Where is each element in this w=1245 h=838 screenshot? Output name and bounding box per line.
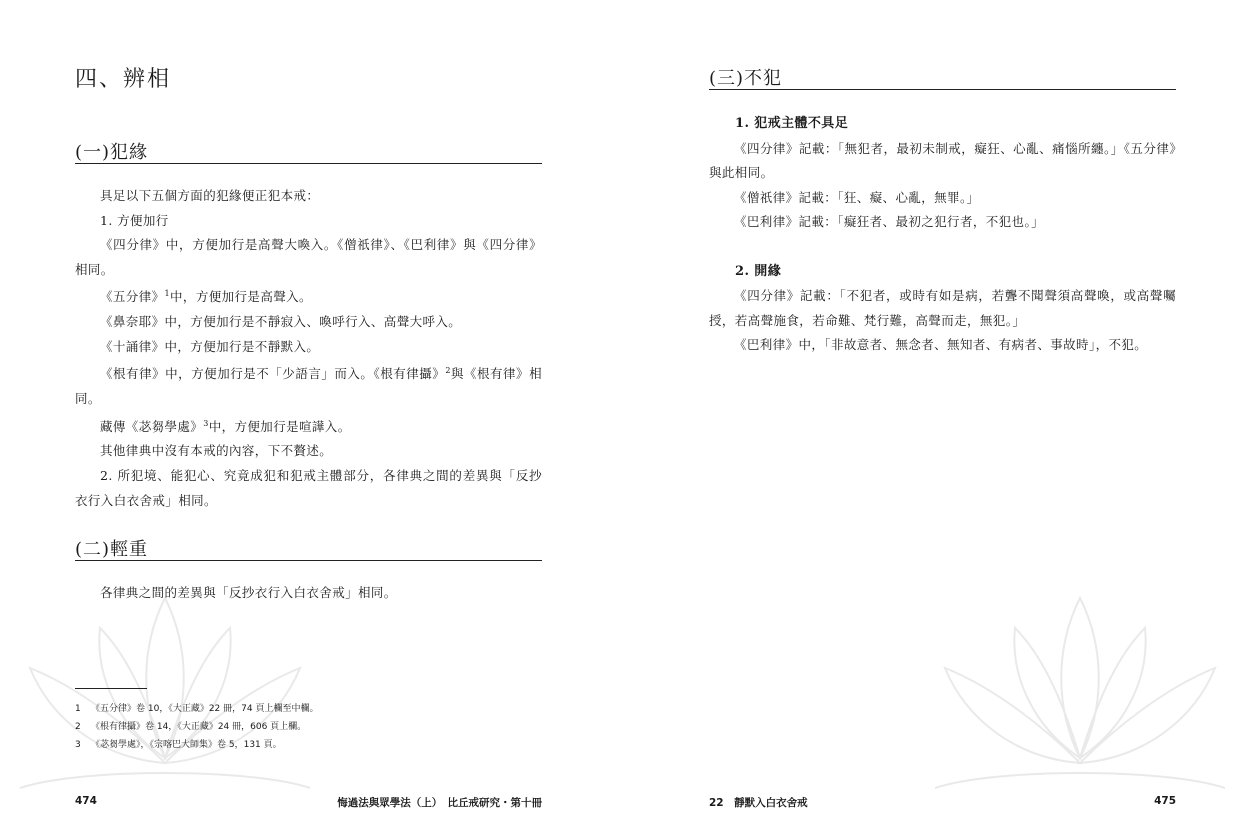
lotus-watermark-icon — [915, 558, 1245, 818]
footnote — [75, 736, 318, 754]
paragraph: 《四分律》記載：「不犯者，或時有如是病，若聾不聞聲須高聲喚，或高聲囑授，若高聲施食，若命難、梵行難，高聲而走，無犯。」 — [709, 288, 1176, 328]
right-page — [622, 0, 1245, 838]
paragraph: 具足以下五個方面的犯緣便正犯本戒： — [100, 188, 320, 203]
paragraph: 《四分律》記載：「無犯者，最初未制戒，癡狂、心亂、痛惱所纏。」《五分律》與此相同。 — [709, 140, 1176, 181]
footnote-number: 1 — [75, 704, 81, 714]
paragraph: 《十誦律》中，方便加行是不靜默入。 — [100, 338, 320, 354]
footnote-text: 《根有律攝》卷 14，《大正藏》24 冊，606 頁上欄。 — [91, 722, 307, 732]
sub-heading-2: 2. 開緣 — [735, 263, 782, 279]
page-number: 475 — [1154, 795, 1176, 807]
footnote-text: 《苾芻學處》，《宗喀巴大師集》卷 5，131 頁。 — [91, 740, 282, 750]
footnote-marker: 1 — [164, 289, 171, 299]
section-heading-conditions: (一)犯緣 — [75, 142, 149, 163]
footnote-number: 2 — [75, 722, 81, 732]
paragraph: 其他律典中沒有本戒的內容，下不贅述。 — [100, 443, 333, 459]
page-number: 474 — [75, 795, 97, 807]
left-page — [0, 0, 622, 838]
spacer — [709, 235, 1176, 260]
paragraph: 《巴利律》記載：「癡狂者、最初之犯行者，不犯也。」 — [734, 214, 1045, 230]
paragraph: 《四分律》中，方便加行是高聲大喚入。《僧祇律》、《巴利律》與《四分律》相同。 — [75, 237, 542, 277]
paragraph — [75, 359, 542, 411]
chapter-title: 四、辨相 — [75, 67, 172, 92]
paragraph: 《鼻奈耶》中，方便加行是不靜寂入、喚呼行入、高聲大呼入。 — [100, 314, 462, 330]
text-span: 中，方便加行是喧譁入。 — [208, 418, 351, 434]
footnote-text: 《五分律》卷 10，《大正藏》22 冊，74 頁上欄至中欄。 — [91, 704, 319, 714]
text-span: 藏傳《苾芻學處》 — [100, 418, 204, 434]
footnote-marker: 2 — [445, 366, 451, 376]
section-severity-body — [75, 581, 542, 606]
text-span: 《五分律》 — [100, 289, 165, 305]
paragraph: 2. 所犯境、能犯心、究竟成犯和犯戒主體部分，各律典之間的差異與「反抄衣行入白衣舍戒」相同。 — [75, 468, 542, 508]
text-span: 與《根有律》相同。 — [75, 366, 542, 407]
paragraph: 1. 方便加行 — [100, 212, 169, 228]
paragraph: 《巴利律》中，「非故意者、無念者、無知者、有病者、事故時」，不犯。 — [734, 337, 1148, 353]
paragraph: 各律典之間的差異與「反抄衣行入白衣舍戒」相同。 — [100, 585, 397, 600]
footnote — [75, 700, 318, 718]
sub-heading-1: 1. 犯戒主體不具足 — [735, 116, 849, 131]
section-heading-non-offense: (三)不犯 — [709, 68, 783, 89]
section-rule — [709, 89, 1176, 90]
section-rule — [75, 163, 542, 164]
section-non-offense-body — [709, 112, 1176, 358]
footnote-marker: 3 — [203, 418, 209, 428]
footnotes — [75, 700, 318, 754]
text-span: 中，方便加行是高聲入。 — [170, 289, 312, 305]
section-rule — [75, 560, 542, 561]
section-conditions-body — [75, 184, 542, 513]
footnote — [75, 718, 318, 736]
text-span: 《根有律》中，方便加行是不「少語言」而入。《根有律攝》 — [100, 366, 446, 382]
footnote-number: 3 — [75, 740, 81, 750]
paragraph — [75, 412, 542, 440]
running-title: 悔過法與眾學法（上） 比丘戒研究・第十冊 — [337, 797, 542, 809]
paragraph — [75, 282, 542, 310]
section-heading-severity: (二)輕重 — [75, 539, 149, 560]
running-title: 22 靜默入白衣舍戒 — [709, 797, 808, 809]
paragraph: 《僧祇律》記載：「狂、癡、心亂，無罪。」 — [734, 189, 980, 205]
footnote-rule — [75, 688, 147, 689]
